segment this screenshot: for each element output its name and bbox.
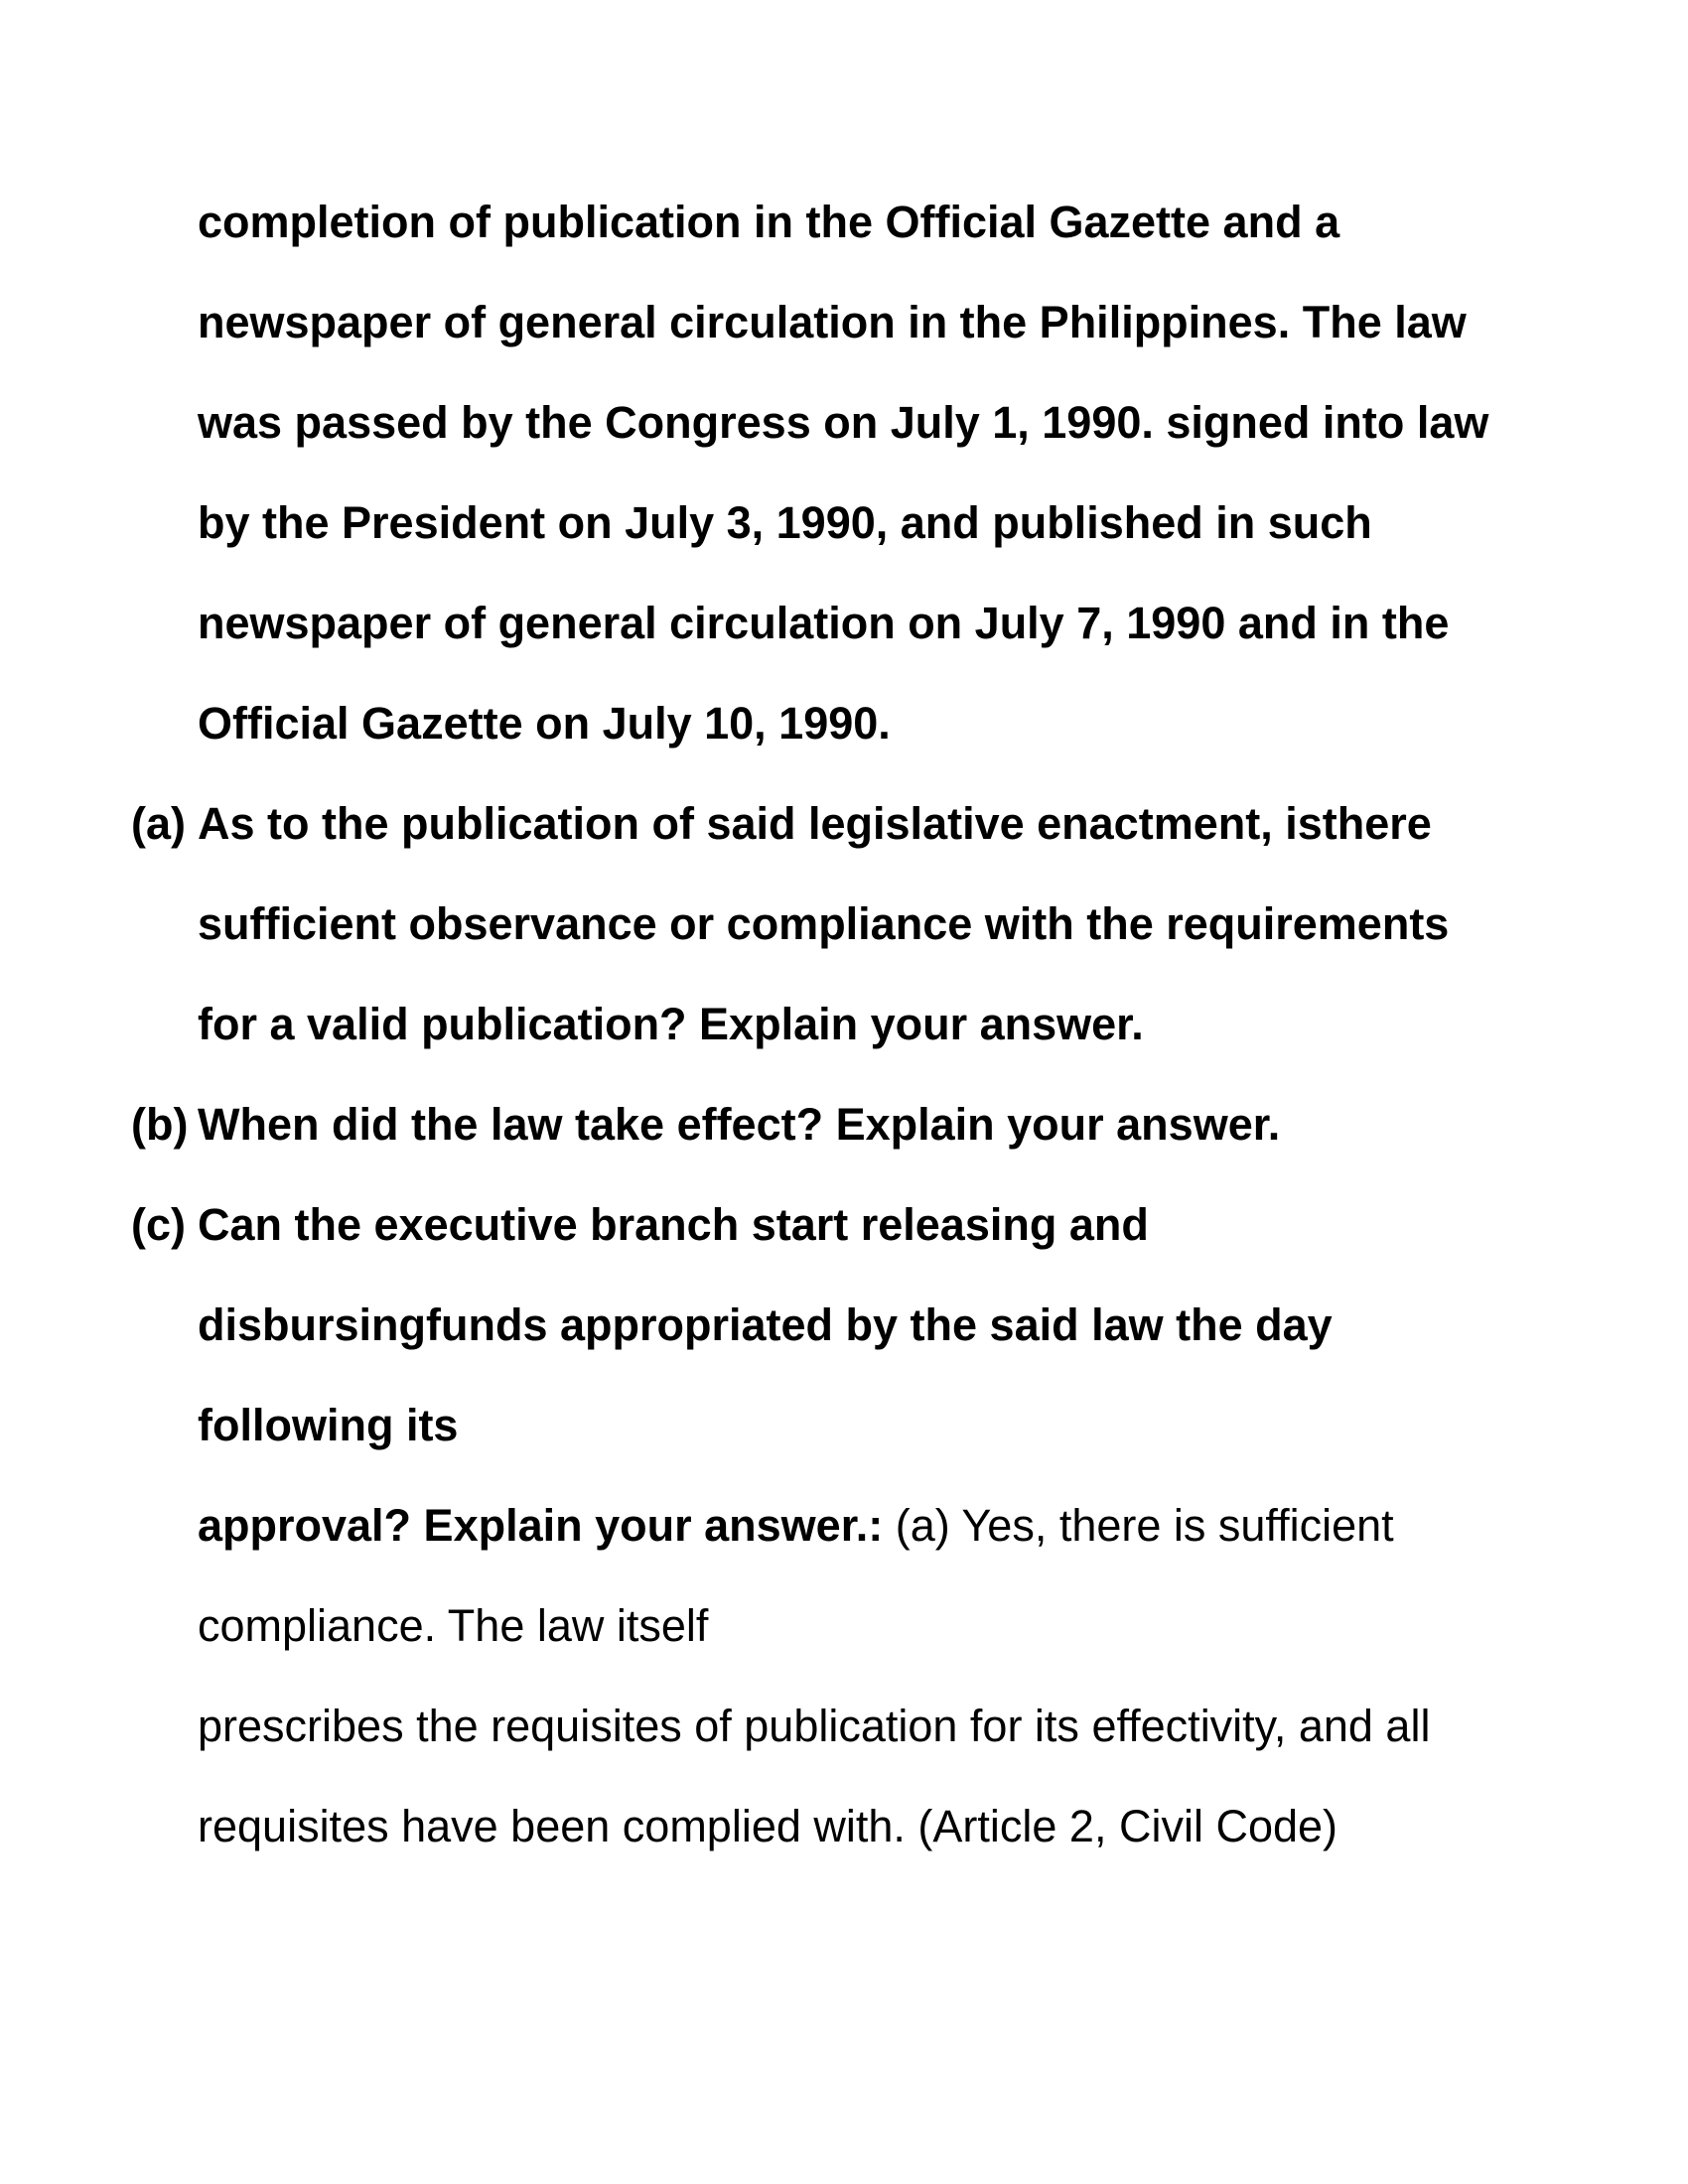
intro-line-4: by the President on July 3, 1990, and published in such <box>198 497 1372 548</box>
question-a-line-2: sufficient observance or compliance with the requirements <box>198 898 1450 949</box>
question-c-line-2: disbursingfunds appropriated by the said law the day <box>198 1299 1333 1350</box>
intro-line-2: newspaper of general circulation in the Philippines. The law <box>198 297 1467 347</box>
answer-intro-bold: approval? Explain your answer.: <box>198 1500 884 1551</box>
question-c-marker: (c) <box>131 1199 186 1250</box>
question-a-marker: (a) <box>131 798 186 849</box>
intro-line-1: completion of publication in the Official Gazette and a <box>198 197 1340 247</box>
answer-line-3: requisites have been complied with. (Article 2, Civil Code) <box>198 1801 1338 1851</box>
question-b-marker: (b) <box>131 1099 189 1150</box>
answer-intro-normal: (a) Yes, there is sufficient <box>883 1500 1394 1551</box>
answer-intro-line <box>198 1496 1394 1556</box>
answer-line-1: compliance. The law itself <box>198 1600 709 1651</box>
answer-line-2: prescribes the requisites of publication for its effectivity, and all <box>198 1701 1431 1751</box>
intro-line-3: was passed by the Congress on July 1, 1990. signed into law <box>198 397 1489 448</box>
intro-line-5: newspaper of general circulation on July 7, 1990 and in the <box>198 598 1450 648</box>
question-a-line-3: for a valid publication? Explain your answer. <box>198 999 1144 1049</box>
question-b-line-1: When did the law take effect? Explain your answer. <box>198 1099 1281 1150</box>
question-c-line-1: Can the executive branch start releasing and <box>198 1199 1149 1250</box>
question-a-line-1: As to the publication of said legislative enactment, isthere <box>198 798 1432 849</box>
intro-line-6: Official Gazette on July 10, 1990. <box>198 698 891 749</box>
question-c-line-3: following its <box>198 1400 459 1450</box>
